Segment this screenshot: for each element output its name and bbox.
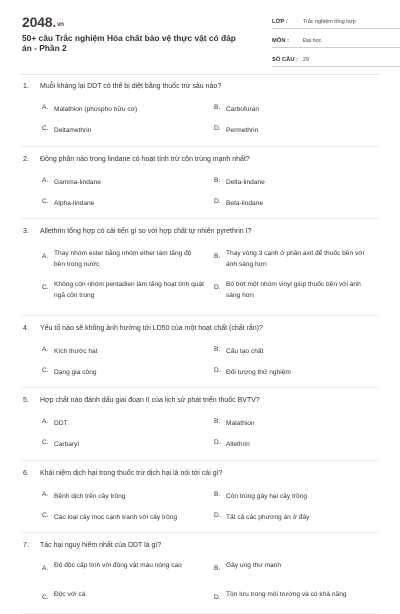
meta-value: Trắc nghiệm tổng hợp	[303, 19, 356, 25]
meta-row-subject	[272, 31, 400, 48]
option-text: DDT	[54, 420, 68, 427]
question-item	[20, 74, 380, 147]
meta-label: SỐ CÂU :	[272, 57, 299, 63]
option-letter: D.	[214, 284, 221, 291]
option-letter: D.	[214, 439, 221, 446]
option-letter: D.	[214, 198, 221, 205]
question-number: 3.	[23, 228, 29, 235]
option-letter: B.	[214, 253, 221, 260]
option-text: Malathion (phospho hữu cơ)	[54, 106, 138, 113]
option-letter: B.	[214, 177, 221, 184]
option-letter: A.	[42, 177, 49, 184]
meta-info-box	[272, 12, 400, 69]
question-prompt: Hợp chất nào đánh dấu giai đoạn II của lịch sử phát triển thuốc BVTV?	[40, 397, 260, 404]
option-letter: C.	[42, 125, 49, 132]
option-letter: A.	[42, 418, 49, 425]
option-text: Allethrin	[226, 441, 250, 448]
option-text: Carbofuran	[226, 106, 259, 113]
option-letter: D.	[214, 367, 221, 374]
option-letter: C.	[42, 512, 49, 519]
logo-dot: .	[52, 14, 57, 30]
option-text: Cấu tạo chất	[226, 348, 264, 355]
question-number: 5.	[23, 397, 29, 404]
question-number: 7.	[23, 542, 29, 549]
option-text: Côn trùng gây hại cây trồng	[226, 493, 308, 500]
question-item	[20, 533, 380, 614]
option-letter: C.	[42, 284, 49, 291]
question-prompt: Muỗi kháng lại DDT có thể bị diệt bằng thuốc trừ sâu nào?	[40, 83, 222, 90]
option-letter: D.	[214, 594, 221, 601]
option-text: Bỏ bớt một nhóm vinyl giúp thuốc bền với ánh sáng hơn	[226, 281, 361, 299]
option-text: Thay vòng 3 cạnh ở phần axit để thuốc bền với ánh sáng hơn	[226, 250, 365, 268]
option-text: Tồn lưu trong môi trường và có khả năng	[226, 591, 347, 598]
option-text: Tất cả các phương án ở đây	[226, 514, 310, 521]
option-letter: B.	[214, 491, 221, 498]
question-prompt: Tác hại nguy hiểm nhất của DDT là gì?	[40, 542, 162, 549]
logo-text: 2048	[22, 14, 53, 30]
page-title: 50+ câu Trắc nghiệm Hóa chất bảo vệ thực vật có đáp án - Phần 2	[22, 33, 236, 53]
option-letter: C.	[42, 198, 49, 205]
question-prompt: Đồng phân nào trong lindane có hoạt tính trừ côn trùng mạnh nhất?	[40, 156, 250, 163]
option-text: Độ độc cấp tính với động vật máu nóng cao	[54, 562, 182, 569]
option-letter: C.	[42, 594, 49, 601]
option-letter: A.	[42, 104, 49, 111]
logo-tld: vn	[57, 22, 64, 28]
option-letter: B.	[214, 418, 221, 425]
question-text	[23, 156, 250, 163]
question-number: 6.	[23, 470, 29, 477]
option-text: Độc với cá	[54, 591, 86, 598]
question-text	[23, 397, 260, 404]
option-letter: A.	[42, 491, 49, 498]
question-number: 1.	[23, 83, 29, 90]
question-text	[23, 542, 161, 549]
option-letter: A.	[42, 346, 49, 353]
question-item	[20, 461, 380, 533]
question-item	[20, 219, 380, 316]
meta-label: LỚP :	[272, 19, 288, 25]
question-item	[20, 147, 380, 219]
question-number: 4.	[23, 325, 29, 332]
question-item	[20, 388, 380, 461]
option-text: Beta-lindane	[226, 200, 264, 207]
option-text: Kích thước hạt	[54, 348, 98, 355]
document-header	[20, 0, 380, 75]
meta-value: Đại học	[303, 38, 322, 44]
option-text: Dạng gia công	[54, 369, 97, 376]
option-text: Deltamethrin	[54, 127, 92, 134]
option-letter: A.	[42, 253, 49, 260]
option-letter: B.	[214, 104, 221, 111]
option-text: Alpha-lindane	[54, 200, 95, 207]
question-number: 2.	[23, 156, 29, 163]
meta-value: 29	[303, 57, 309, 63]
option-letter: D.	[214, 125, 221, 132]
meta-label: MÔN :	[272, 38, 290, 44]
option-letter: B.	[214, 346, 221, 353]
option-text: Permethrin	[226, 127, 259, 134]
question-prompt: Allethrin tổng hợp có cải tiến gì so với hợp chất tự nhiên pyrethrin I?	[40, 228, 252, 235]
option-text: Bệnh dịch trên cây trồng	[54, 493, 126, 500]
question-item	[20, 316, 380, 388]
option-letter: C.	[42, 367, 49, 374]
meta-row-question-count	[272, 50, 400, 67]
meta-row-class	[272, 12, 400, 29]
question-text	[23, 470, 222, 477]
question-text	[23, 325, 263, 332]
option-text: Carbaryl	[54, 441, 79, 448]
option-text: Thay nhóm ester bằng nhóm ether làm tăng độ bền trong nước	[54, 250, 192, 268]
option-letter: B.	[214, 565, 221, 572]
question-prompt: Khái niệm dịch hại trong thuốc trừ dịch hại là nói tới cái gì?	[40, 470, 223, 477]
option-text: Các loại cây mọc cạnh tranh với cây trồng	[54, 514, 178, 521]
site-logo[interactable]	[22, 14, 64, 30]
question-prompt: Yếu tố nào sẽ không ảnh hưởng tới LD50 của một hoạt chất (chất rắn)?	[40, 325, 263, 332]
option-text: Malathion	[226, 420, 255, 427]
option-text: Gamma-lindane	[54, 179, 101, 186]
option-text: Gây ung thư mạnh	[226, 562, 281, 569]
option-text: Không còn nhóm pentadien làm tăng hoạt tính quật ngã côn trùng	[54, 281, 204, 299]
option-letter: C.	[42, 439, 49, 446]
question-text	[23, 228, 251, 235]
option-text: Delta-lindane	[226, 179, 265, 186]
option-text: Đối tượng thử nghiệm	[226, 369, 291, 376]
option-letter: A.	[42, 565, 49, 572]
question-list	[20, 74, 380, 614]
option-letter: D.	[214, 512, 221, 519]
question-text	[23, 83, 221, 90]
